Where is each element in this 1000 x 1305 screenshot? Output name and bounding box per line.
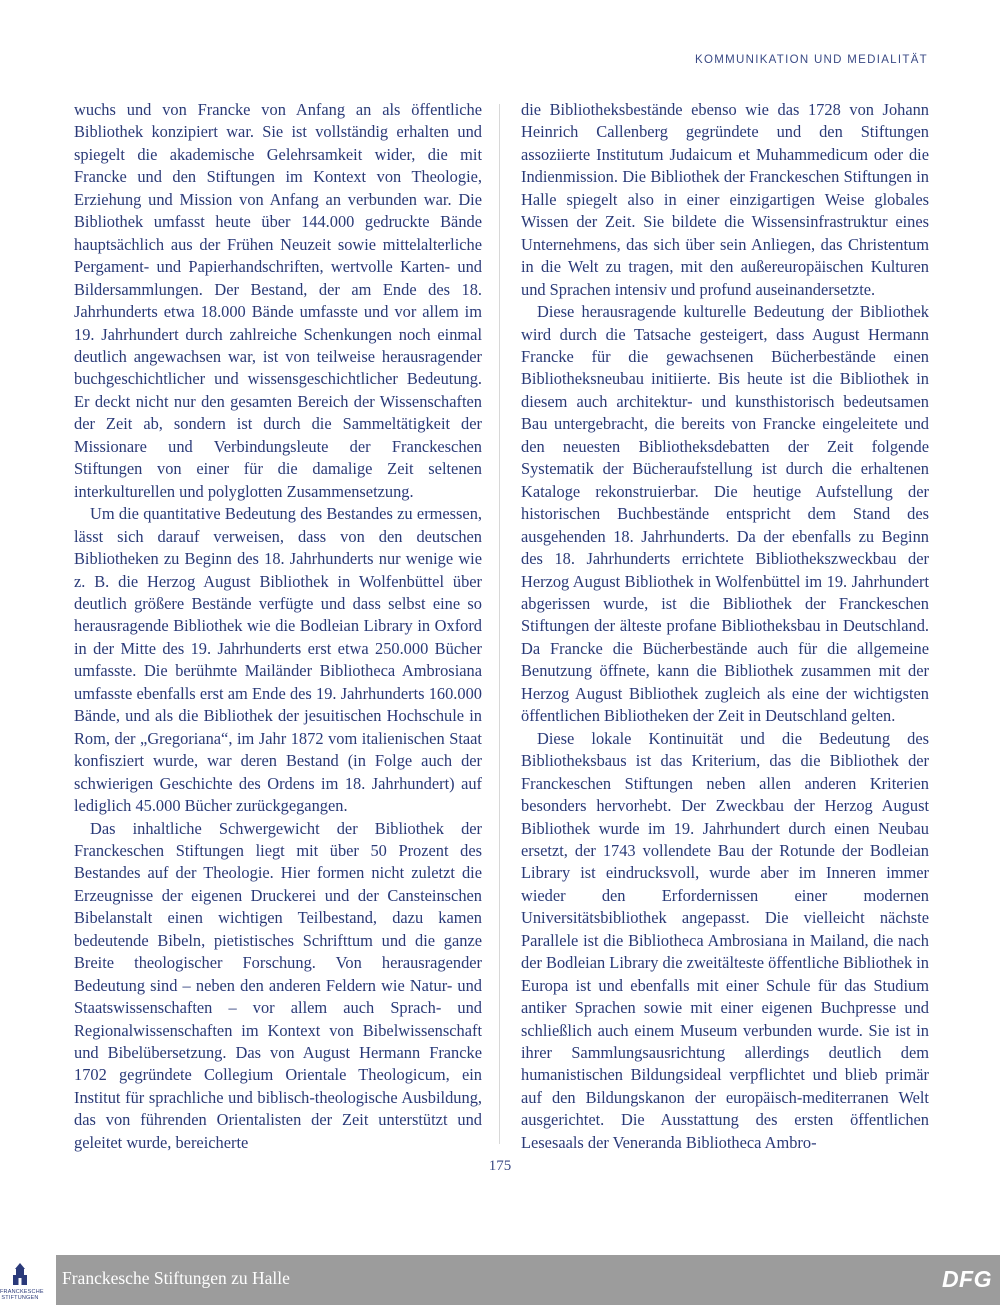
left-paragraph-3: Das inhaltliche Schwergewicht der Bibliothek der Franckeschen Stiftungen liegt mit über 50 Prozent des Bestandes auf der Theologie. Hier formen nicht zuletzt die Erzeugnisse der eigenen Druckerei und der Cansteinschen Bibelanstalt einen wichtigen Teilbestand, dazu kamen bedeutende Bibeln, pietistisches Schrifttum und die ganze Breite theologischer Forschung. Von herausragender Bedeutung sind – neben den anderen Feldern wie Natur- und Staatswissenschaften – vor allem auch Sprach- und Regionalwissenschaften im Kontext von Bibelwissenschaft und Bibelübersetzung. Das von August Hermann Francke 1702 gegründete Collegium Orientale Theologicum, ein Institut für sprachliche und biblisch-theologische Ausbildung, das von führenden Orientalisten der Zeit unterstützt und geleitet wurde, bereicherte (74, 818, 482, 1152)
institution-name: Franckesche Stiftungen zu Halle (62, 1268, 290, 1288)
column-divider (499, 104, 500, 1144)
logo-text-line1: FRANCKESCHE (0, 1289, 44, 1295)
franckesche-stiftungen-logo (0, 1261, 56, 1305)
logo-text-line2: STIFTUNGEN (1, 1295, 39, 1301)
left-paragraph-1: wuchs und von Francke von Anfang an als öffentliche Bibliothek konzipiert war. Sie ist vollständig erhalten und spiegelt die akademische Gelehrsamkeit wider, die mit Francke und den Stiftungen im Kontext von Theologie, Erziehung und Mission von Anfang an verbunden war. Die Bibliothek umfasst heute über 144.000 gedruckte Bände hauptsächlich aus der Frühen Neuzeit sowie mittelalterliche Pergament- und Papierhandschriften, wertvolle Karten- und Bildersammlungen. Der Bestand, der am Ende des 18. Jahrhunderts etwa 18.000 Bände umfasste und vor allem im 19. Jahrhundert durch zahlreiche Schenkungen noch einmal deutlich angewachsen war, ist von teilweise herausragender buchgeschichtlicher und wissensgeschichtlicher Bedeutung. Er deckt nicht nur den gesamten Bereich der Wissenschaften der Zeit ab, sondern ist durch die Sammeltätigkeit der Missionare und Verbindungsleute der Franckeschen Stiftungen von einer für die damalige Zeit seltenen interkulturellen und polyglotten Zusammensetzung. (74, 100, 482, 501)
right-paragraph-1: die Bibliotheksbestände ebenso wie das 1728 von Johann Heinrich Callenberg gegründete und den Stiftungen assoziierte Institutum Judaicum et Muhammedicum oder die Indienmission. Die Bibliothek der Franckeschen Stiftungen in Halle spiegelt also in einer einzigartigen Weise globales Wissen der Zeit. Sie bildete die Wissensinfrastruktur eines Unternehmens, das sich über sein Anliegen, das Christentum in die Welt zu tragen, mit den außereuropäischen Kulturen und Sprachen intensiv und profund auseinandersetzte. (521, 100, 929, 299)
footer-bar (56, 1255, 1000, 1305)
building-icon (0, 1263, 40, 1289)
right-text-column (521, 99, 929, 1154)
right-paragraph-3: Diese lokale Kontinuität und die Bedeutung des Bibliotheksbaus ist das Kriterium, das die Bibliothek der Franckeschen Stiftungen neben allen anderen Kriterien besonders hervorhebt. Der Zweckbau der Herzog August Bibliothek wurde im 19. Jahrhundert durch einen Neubau ersetzt, der 1743 vollendete Bau der Rotunde der Bodleian Library ist eindrucksvoll, wurde aber im Inneren immer wieder den Erfordernissen einer modernen Universitätsbibliothek angepasst. Die vielleicht nächste Parallele ist die Bibliotheca Ambrosiana in Mailand, die nach der Bodleian Library die zweitälteste öffentliche Bibliothek in Europa ist und ebenfalls mit einer Schule für das Studium antiker Sprachen sowie mit einer eigenen Buchpresse und schließlich auch einem Museum verbunden wurde. Sie ist in ihrer Sammlungsausrichtung allerdings deutlich dem humanistischen Bildungsideal verpflichtet und blieb primär auf den Bildungskanon der europäisch-mediterranen Welt ausgerichtet. Die Ausstattung des ersten öffentlichen Lesesaals der Veneranda Bibliotheca Ambro- (521, 728, 929, 1152)
right-paragraph-2: Diese herausragende kulturelle Bedeutung der Bibliothek wird durch die Tatsache gesteigert, dass August Hermann Francke für die gewachsenen Bücherbestände einen Bibliotheksneubau initiierte. Bis heute ist die Bibliothek in diesem auch architektur- und kunsthistorisch bedeutsamen Bau untergebracht, die bereits von Francke eingeleitete und den neuesten Bibliotheksdebatten der Zeit folgende Systematik der Bücheraufstellung ist durch die erhaltenen Kataloge rekonstruierbar. Die heutige Aufstellung der historischen Buchbestände entspricht dem Stand des ausgehenden 18. Jahrhunderts. Da der ebenfalls zu Beginn des 18. Jahrhunderts errichtete Bibliothekszweckbau der Herzog August Bibliothek in Wolfenbüttel im 19. Jahrhundert abgerissen wurde, ist die Bibliothek der Franckeschen Stiftungen der älteste profane Bibliotheksbau in Deutschland. Da Francke die Bücherbestände auch für die allgemeine Benutzung öffnete, kann die Bibliothek zusammen mit der Herzog August Bibliothek zugleich als eine der wichtigsten öffentlichen Bibliotheken der Zeit in Deutschland gelten. (521, 302, 929, 726)
left-paragraph-2: Um die quantitative Bedeutung des Bestandes zu ermessen, lässt sich darauf verweisen, dass von den deutschen Bibliotheken zu Beginn des 18. Jahrhunderts nur wenige wie z. B. die Herzog August Bibliothek in Wolfenbüttel über deutlich größere Bestände verfügte und dass selbst eine so herausragende Bibliothek wie die Bodleian Library in Oxford in der Mitte des 19. Jahrhunderts erst etwa 250.000 Bücher umfasste. Die berühmte Mailänder Bibliotheca Ambrosiana umfasste ebenfalls erst am Ende des 19. Jahrhunderts 160.000 Bände, und als die Bibliothek der jesuitischen Hochschule in Rom, der „Gregoriana“, im Jahr 1872 vom italienischen Staat konfisziert wurde, war deren Bestand (in Folge auch der schwierigen Geschichte des Ordens im 18. Jahrhundert) auf lediglich 45.000 Bücher zurückgegangen. (74, 504, 482, 816)
running-header: KOMMUNIKATION UND MEDIALITÄT (695, 54, 928, 66)
page-number: 175 (488, 1158, 512, 1174)
left-text-column (74, 99, 482, 1154)
dfg-logo: DFG (941, 1266, 992, 1292)
